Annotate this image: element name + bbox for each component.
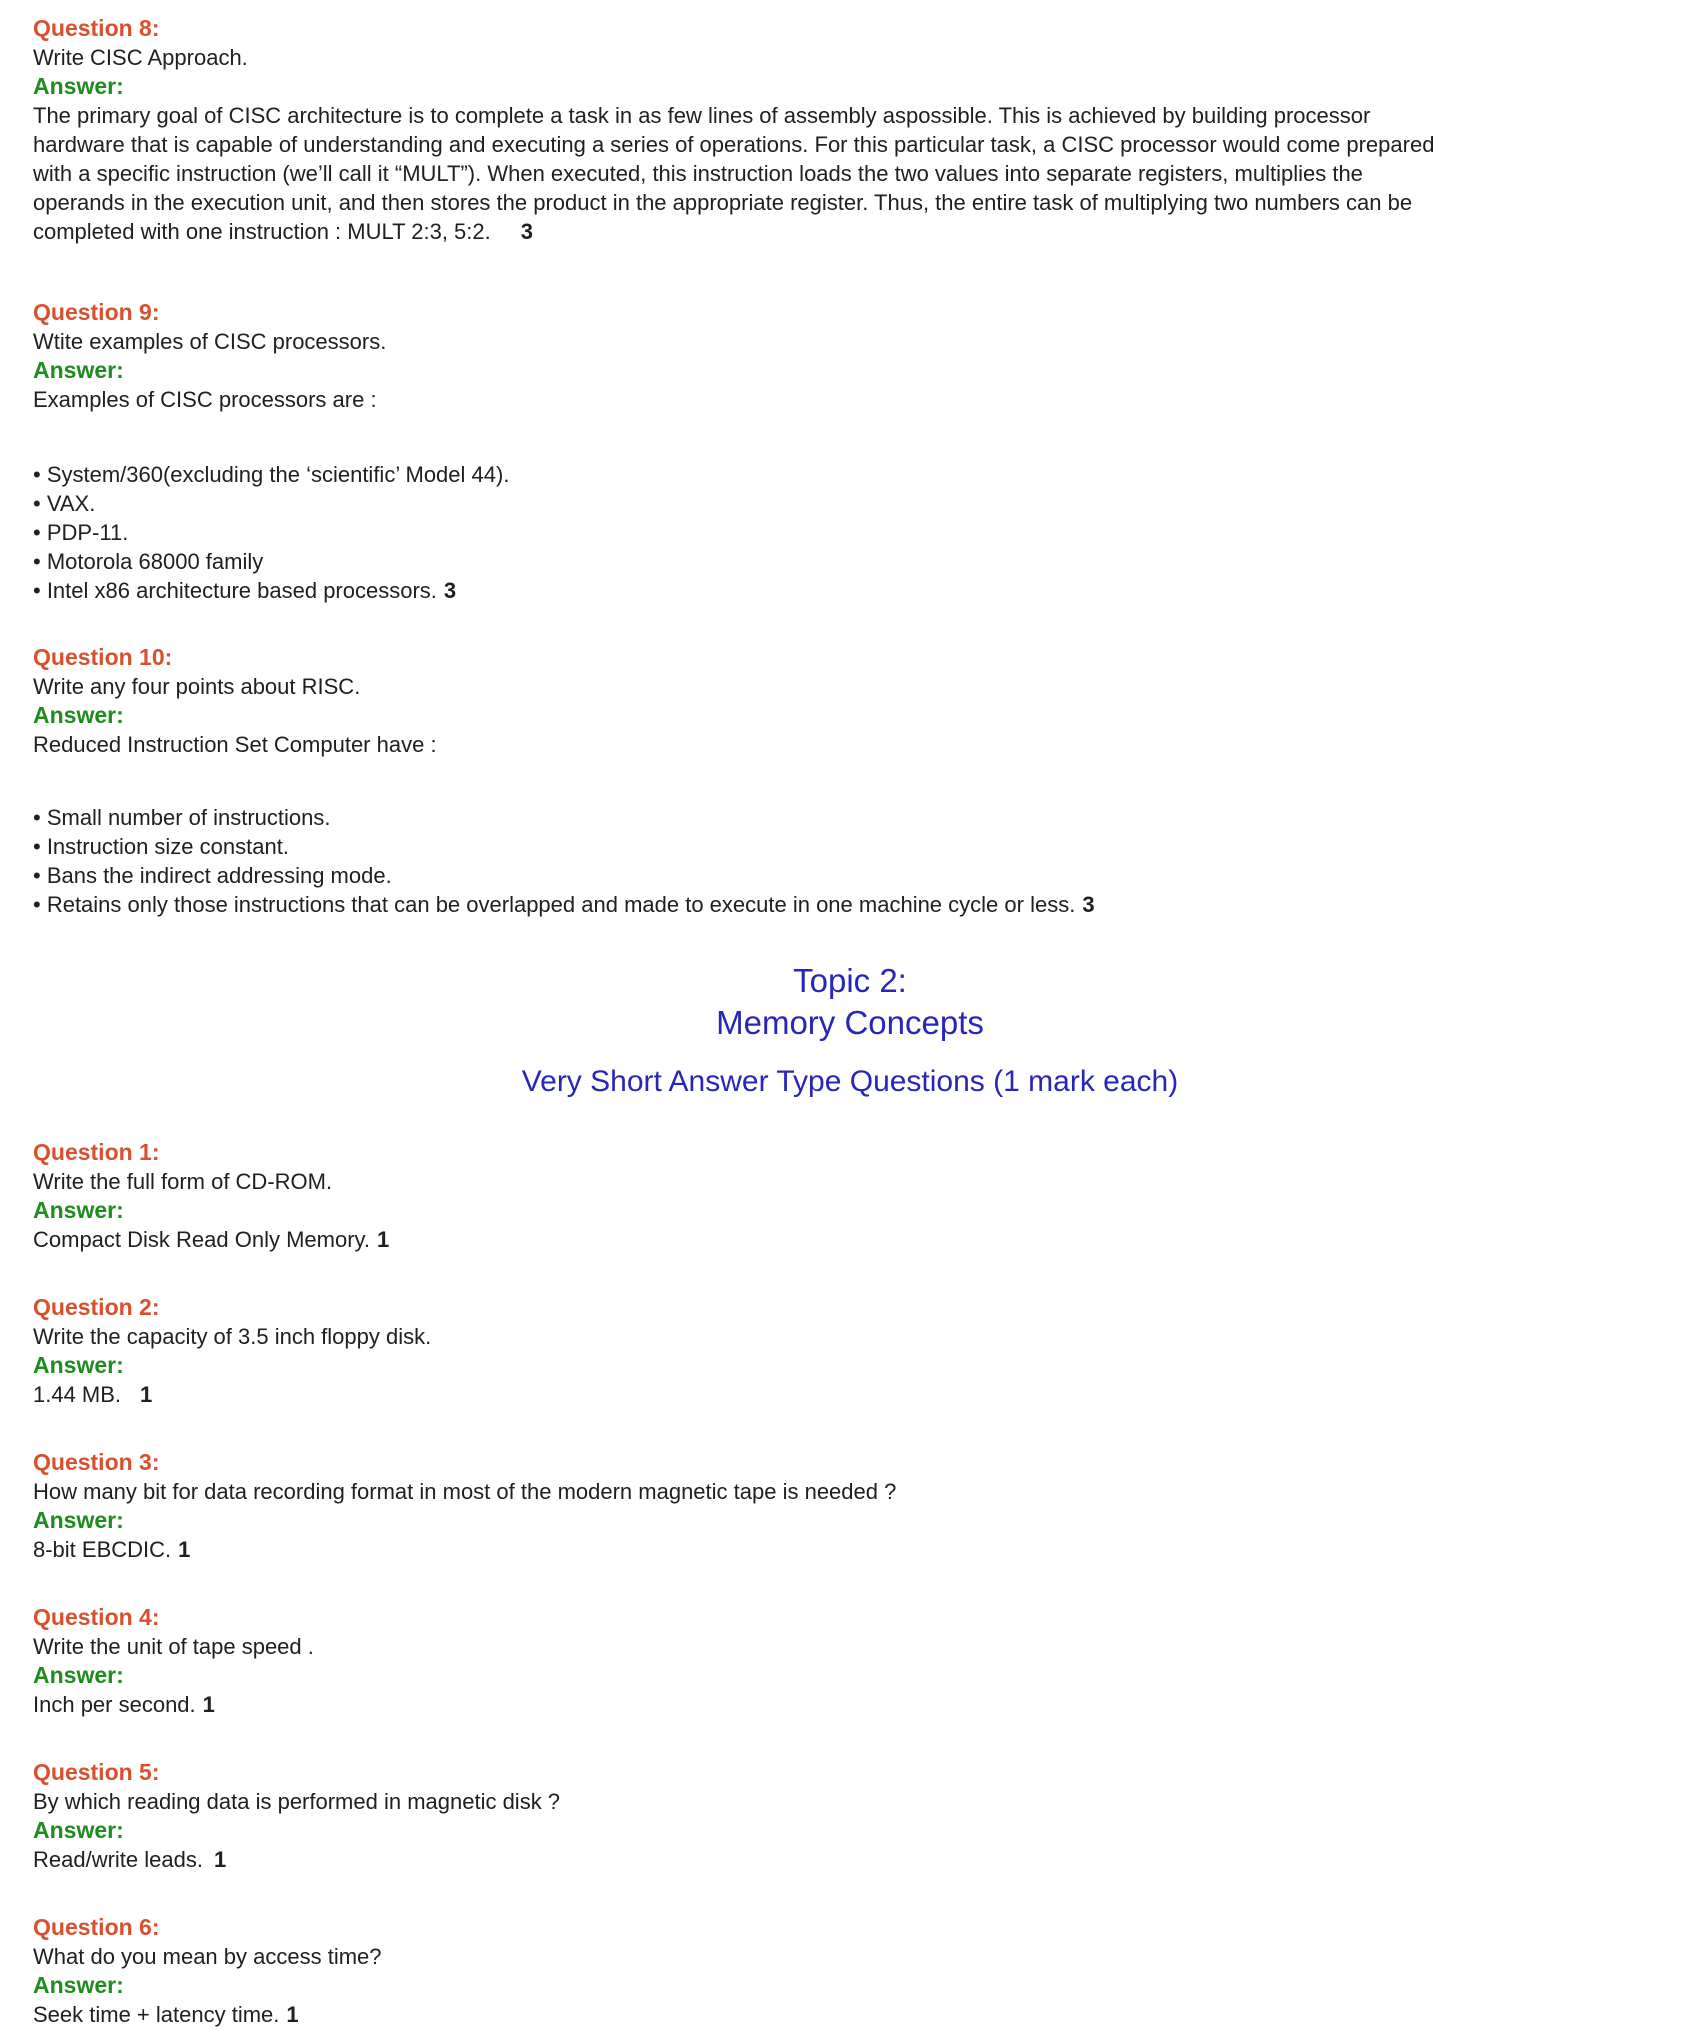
answer-text: Read/write leads. xyxy=(33,1847,203,1872)
question-4-label: Question 4: xyxy=(33,1604,160,1630)
answer-line: hardware that is capable of understanding and executing a series of operations. For this particular task, a CISC processor would come prepared xyxy=(33,132,1435,157)
answer-line xyxy=(33,217,1700,246)
question-5-label: Question 5: xyxy=(33,1759,160,1785)
question-8-answer-label: Answer: xyxy=(33,73,124,99)
answer-line: operands in the execution unit, and then stores the product in the appropriate register. Thus, the entire task of multiplying two numbers can be xyxy=(33,190,1413,215)
answer-line xyxy=(33,1380,1700,1409)
bullet-item xyxy=(33,576,1700,605)
answer-line xyxy=(33,2000,1700,2029)
question-2-block xyxy=(33,1293,1700,1409)
marks-value: 1 xyxy=(377,1227,390,1252)
question-10-answer-label: Answer: xyxy=(33,702,124,728)
question-8-label: Question 8: xyxy=(33,15,160,41)
question-6-text: What do you mean by access time? xyxy=(33,1944,382,1969)
answer-line xyxy=(33,1535,1700,1564)
topic-title: Memory Concepts xyxy=(716,1004,984,1041)
question-9-text: Wtite examples of CISC processors. xyxy=(33,329,387,354)
question-9-answer-label: Answer: xyxy=(33,357,124,383)
question-6-answer-label: Answer: xyxy=(33,1972,124,1998)
question-10-text: Write any four points about RISC. xyxy=(33,674,361,699)
answer-text: Seek time + latency time. xyxy=(33,2002,280,2027)
question-10-label: Question 10: xyxy=(33,644,173,670)
bullet-item: • VAX. xyxy=(33,491,96,516)
question-6-label: Question 6: xyxy=(33,1914,160,1940)
answer-text: Compact Disk Read Only Memory. xyxy=(33,1227,371,1252)
question-4-text: Write the unit of tape speed . xyxy=(33,1634,314,1659)
question-9-label: Question 9: xyxy=(33,299,160,325)
question-2-text: Write the capacity of 3.5 inch floppy disk. xyxy=(33,1324,432,1349)
question-5-text: By which reading data is performed in magnetic disk ? xyxy=(33,1789,561,1814)
question-9-block xyxy=(33,298,1700,605)
answer-line xyxy=(33,1690,1700,1719)
question-10-block xyxy=(33,643,1700,919)
answer-intro: Examples of CISC processors are : xyxy=(33,387,377,412)
bullet-item-text: • Intel x86 architecture based processors. xyxy=(33,578,437,603)
marks-value: 1 xyxy=(286,2002,299,2027)
question-8-text: Write CISC Approach. xyxy=(33,45,248,70)
question-3-label: Question 3: xyxy=(33,1449,160,1475)
question-5-answer-label: Answer: xyxy=(33,1817,124,1843)
bullet-item: • Instruction size constant. xyxy=(33,834,289,859)
answer-line xyxy=(33,1225,1700,1254)
question-5-block xyxy=(33,1758,1700,1874)
answer-text: Inch per second. xyxy=(33,1692,196,1717)
answer-line-text: completed with one instruction : MULT 2:3, 5:2. xyxy=(33,219,491,244)
answer-text: 8-bit EBCDIC. xyxy=(33,1537,172,1562)
question-2-answer-label: Answer: xyxy=(33,1352,124,1378)
bullet-item: • Bans the indirect addressing mode. xyxy=(33,863,392,888)
marks-value: 3 xyxy=(443,578,457,603)
topic-heading xyxy=(0,960,1700,1044)
marks-value: 1 xyxy=(213,1847,227,1872)
bullet-item-text: • Retains only those instructions that can be overlapped and made to execute in one machine cycle or less. xyxy=(33,892,1076,917)
bullet-item: • PDP-11. xyxy=(33,520,129,545)
question-8-block xyxy=(33,14,1700,246)
question-4-answer-label: Answer: xyxy=(33,1662,124,1688)
answer-line: with a specific instruction (we’ll call it “MULT”). When executed, this instruction loads the two values into separate registers, multiplies the xyxy=(33,161,1363,186)
question-1-text: Write the full form of CD-ROM. xyxy=(33,1169,333,1194)
bullet-item: • Small number of instructions. xyxy=(33,805,331,830)
bullet-item: • System/360(excluding the ‘scientific’ Model 44). xyxy=(33,462,510,487)
answer-text: 1.44 MB. xyxy=(33,1382,122,1407)
question-1-answer-label: Answer: xyxy=(33,1197,124,1223)
question-3-answer-label: Answer: xyxy=(33,1507,124,1533)
bullet-item xyxy=(33,890,1700,919)
marks-value: 3 xyxy=(520,219,533,244)
marks-value: 1 xyxy=(140,1382,153,1407)
question-3-text: How many bit for data recording format in most of the modern magnetic tape is needed ? xyxy=(33,1479,897,1504)
marks-value: 1 xyxy=(202,1692,215,1717)
answer-intro: Reduced Instruction Set Computer have : xyxy=(33,732,437,757)
question-1-label: Question 1: xyxy=(33,1139,160,1165)
question-6-block xyxy=(33,1913,1700,2029)
topic-number: Topic 2: xyxy=(793,962,907,999)
question-2-label: Question 2: xyxy=(33,1294,160,1320)
question-3-block xyxy=(33,1448,1700,1564)
marks-value: 1 xyxy=(178,1537,191,1562)
bullet-list xyxy=(33,460,1700,605)
question-1-block xyxy=(33,1138,1700,1254)
marks-value: 3 xyxy=(1082,892,1095,917)
bullet-item: • Motorola 68000 family xyxy=(33,549,264,574)
bullet-list xyxy=(33,803,1700,919)
answer-line xyxy=(33,1845,1700,1874)
topic-subtitle: Very Short Answer Type Questions (1 mark each) xyxy=(521,1065,1179,1098)
question-4-block xyxy=(33,1603,1700,1719)
answer-line: The primary goal of CISC architecture is to complete a task in as few lines of assembly aspossible. This is achieved by building processor xyxy=(33,103,1371,128)
